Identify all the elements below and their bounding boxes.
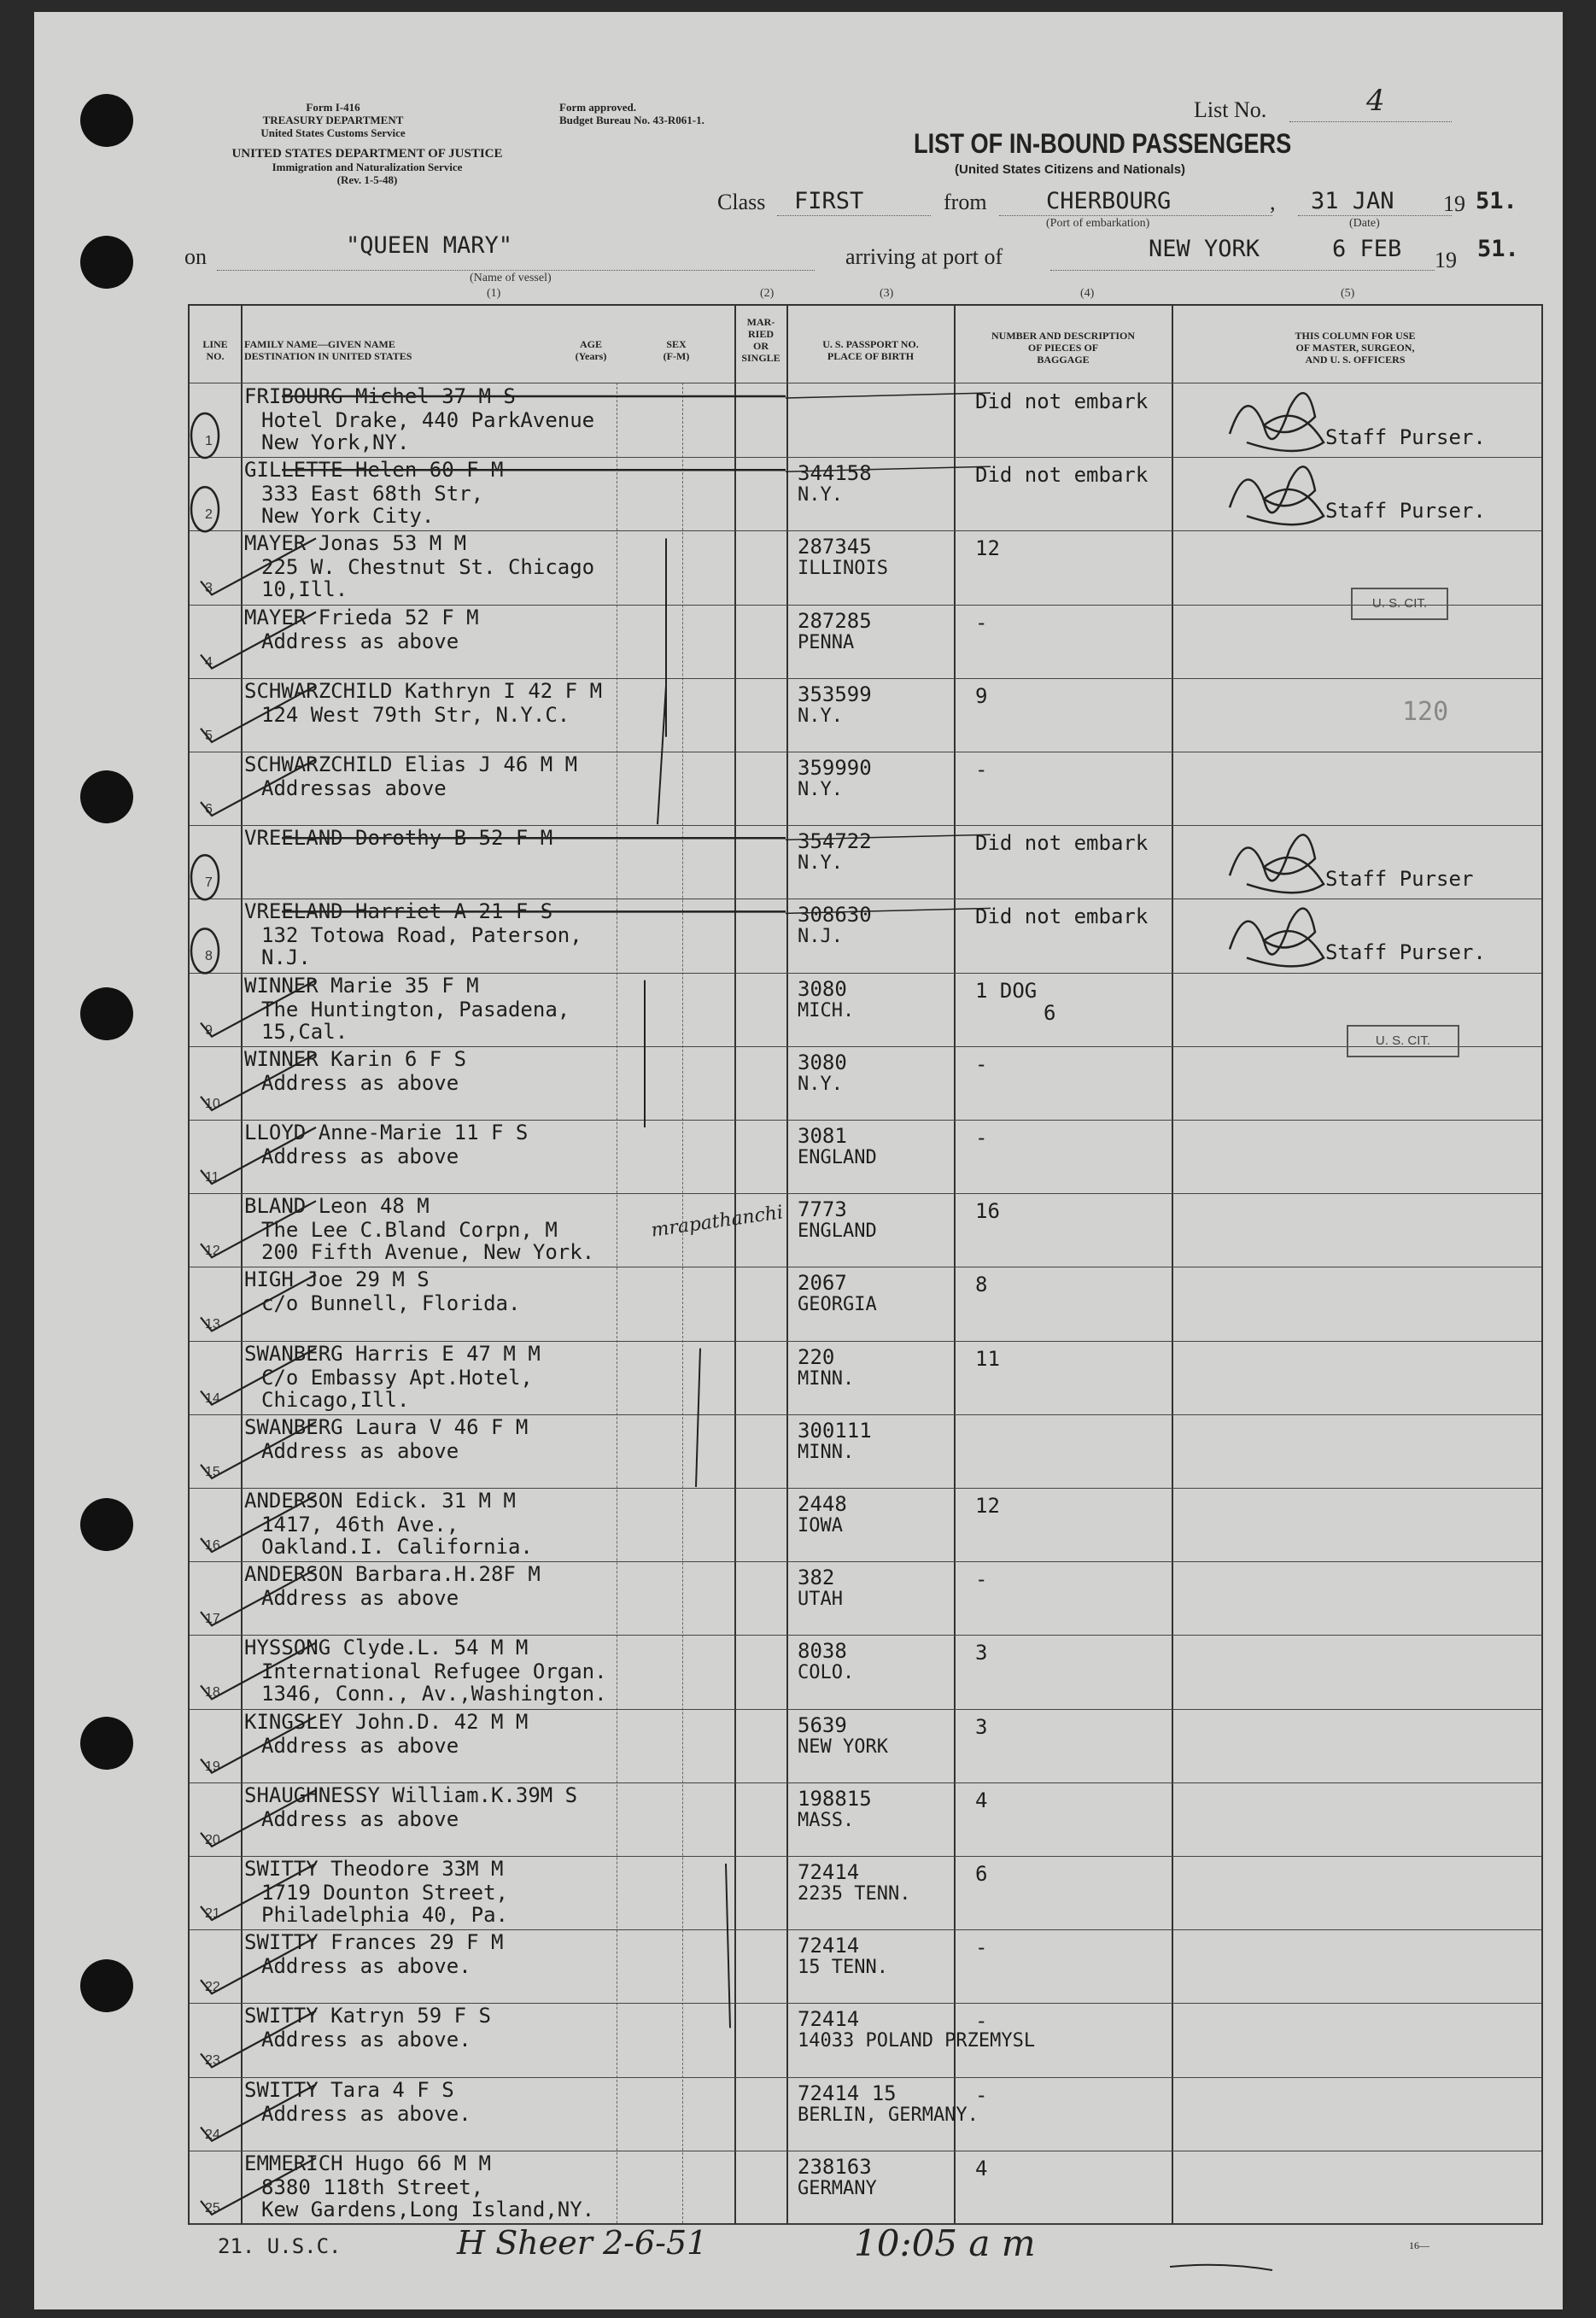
- embark-year-prefix: 19: [1443, 191, 1465, 216]
- header-baggage: NUMBER AND DESCRIPTION OF PIECES OF BAGGAGE: [991, 330, 1136, 366]
- embark-date: 31 JAN: [1311, 188, 1394, 214]
- place-of-birth: GEORGIA: [798, 1294, 877, 1316]
- line-number: 11: [205, 1170, 219, 1185]
- checkmark: [201, 1422, 316, 1478]
- checkmark: [201, 1642, 316, 1699]
- page-title: LIST OF IN-BOUND PASSENGERS: [914, 128, 1292, 159]
- baggage: -: [975, 1051, 988, 1076]
- passenger-address-cont: 1346, Conn., Av.,Washington.: [261, 1682, 607, 1706]
- checkmark: [201, 1864, 316, 1920]
- passenger-name-line: SWANBERG Laura V 46 F M: [244, 1414, 529, 1439]
- baggage: 11: [975, 1346, 1000, 1371]
- passenger-address: C/o Embassy Apt.Hotel,: [261, 1365, 533, 1390]
- passport-number: 300111: [798, 1418, 872, 1443]
- passenger-name-line: SWITTY Tara 4 F S: [244, 2077, 454, 2102]
- footer-code-left: 21. U.S.C.: [218, 2234, 342, 2258]
- passenger-address: Address as above.: [261, 1954, 471, 1979]
- arrival-year-prefix: 19: [1435, 248, 1457, 272]
- ink-bracket: [726, 1864, 730, 2028]
- passenger-name-line: EMMERICH Hugo 66 M M: [244, 2151, 491, 2175]
- footer-scribble: [1170, 2265, 1272, 2270]
- line-number: 18: [205, 1685, 220, 1700]
- line-number: 12: [205, 1244, 220, 1259]
- passenger-address-cont: Chicago,Ill.: [261, 1387, 410, 1412]
- us-citizen-stamp: U. S. CIT.: [1351, 588, 1448, 620]
- passenger-address: Address as above: [261, 629, 459, 653]
- line-number: 2: [205, 507, 213, 523]
- baggage: 4: [975, 2156, 988, 2180]
- header-married: MAR- RIED OR SINGLE: [741, 316, 780, 364]
- officer-note: Staff Purser.: [1325, 940, 1486, 965]
- baggage: Did not embark: [975, 904, 1149, 929]
- passenger-address-cont: Oakland.I. California.: [261, 1535, 533, 1559]
- place-of-birth: COLO.: [798, 1662, 855, 1684]
- ins-service: Immigration and Naturalization Service: [272, 161, 463, 173]
- arrival-port: NEW YORK: [1149, 236, 1260, 262]
- circled-line-number: [191, 487, 219, 531]
- footer-code-right: 16—: [1409, 2239, 1429, 2251]
- list-no-label: List No.: [1194, 97, 1267, 122]
- line-number: 17: [205, 1612, 220, 1627]
- baggage: 12: [975, 1494, 1000, 1518]
- officer-note: Staff Purser.: [1325, 499, 1486, 524]
- passport-number: 287345: [798, 535, 872, 559]
- date-caption: (Date): [1349, 217, 1380, 230]
- checkmark: [201, 1349, 316, 1405]
- baggage: -: [975, 2009, 988, 2034]
- passenger-name-line: HIGH Joe 29 M S: [244, 1267, 430, 1292]
- checkmark: [201, 2085, 316, 2141]
- place-of-birth: MASS.: [798, 1809, 855, 1831]
- place-of-birth: ENGLAND: [798, 1220, 877, 1243]
- port-of-embarkation: CHERBOURG: [1046, 188, 1172, 214]
- passport-number: 220: [798, 1344, 835, 1369]
- passenger-name-line: BLAND Leon 48 M: [244, 1194, 430, 1219]
- header-passport: U. S. PASSPORT NO. PLACE OF BIRTH: [822, 338, 919, 362]
- line-number: 5: [205, 728, 213, 743]
- baggage: 8: [975, 1273, 988, 1297]
- checkmark: [201, 1937, 316, 1993]
- place-of-birth: N.Y.: [798, 852, 843, 875]
- passenger-address: 333 East 68th Str,: [261, 482, 484, 506]
- line-number: 9: [205, 1022, 213, 1038]
- checkmark: [201, 1201, 316, 1257]
- header-sex: SEX (F-M): [663, 338, 690, 362]
- class-label: Class: [717, 190, 766, 214]
- place-of-birth: 2235 TENN.: [798, 1883, 911, 1905]
- page-subtitle: (United States Citizens and Nationals): [955, 162, 1186, 177]
- passenger-address: 8380 118th Street,: [261, 2175, 484, 2199]
- place-of-birth: 14033 POLAND PRZEMYSL: [798, 2030, 1036, 2052]
- passenger-name-line: KINGSLEY John.D. 42 M M: [244, 1709, 529, 1734]
- passenger-address: c/o Bunnell, Florida.: [261, 1291, 521, 1316]
- handwriting-overlay: [34, 12, 1563, 2309]
- passenger-address-cont: 10,Ill.: [261, 577, 348, 602]
- passport-number: 238163: [798, 2154, 872, 2179]
- budget-bureau: Budget Bureau No. 43-R061-1.: [559, 114, 704, 126]
- header-officers: THIS COLUMN FOR USE OF MASTER, SURGEON, AND U. S. OFFICERS: [1295, 330, 1416, 366]
- passenger-name-line: VREELAND Harriet A 21 F S: [244, 899, 553, 924]
- checkmark: [201, 538, 316, 594]
- line-number: 24: [205, 2127, 220, 2142]
- guide-line: [786, 466, 991, 471]
- passenger-name-line: VREELAND Dorothy B 52 F M: [244, 826, 553, 851]
- place-of-birth: MINN.: [798, 1367, 855, 1390]
- place-of-birth: UTAH: [798, 1589, 843, 1611]
- header-name: FAMILY NAME—GIVEN NAME DESTINATION IN UNITED STATES: [244, 338, 412, 362]
- passenger-name-line: SHAUGHNESSY William.K.39M S: [244, 1782, 578, 1807]
- place-of-birth: N.Y.: [798, 1073, 843, 1095]
- place-of-birth: GERMANY: [798, 2177, 877, 2199]
- passport-number: 7773: [798, 1197, 847, 1222]
- baggage: -: [975, 1126, 988, 1150]
- place-of-birth: N.Y.: [798, 705, 843, 727]
- passenger-name-line: ANDERSON Edick. 31 M M: [244, 1489, 516, 1513]
- passenger-address-cont: New York,NY.: [261, 430, 410, 454]
- baggage: 16: [975, 1199, 1000, 1224]
- line-number: 13: [205, 1317, 220, 1332]
- col-number-5: (5): [1341, 287, 1355, 300]
- vessel-caption: (Name of vessel): [470, 272, 552, 284]
- line-number: 25: [205, 2200, 220, 2216]
- line-number: 14: [205, 1390, 220, 1406]
- line-number: 1: [205, 434, 213, 448]
- purser-signature: [1230, 466, 1324, 524]
- checkmark: [201, 686, 316, 742]
- line-number: 22: [205, 1980, 220, 1995]
- baggage: Did not embark: [975, 389, 1149, 413]
- passenger-address: Address as above: [261, 1070, 459, 1095]
- passenger-address: Address as above: [261, 1144, 459, 1168]
- baggage: 6: [975, 1862, 988, 1886]
- ink-bracket: [696, 1349, 700, 1487]
- passport-number: 353599: [798, 682, 872, 706]
- baggage: -: [975, 2082, 988, 2107]
- baggage: -: [975, 610, 988, 635]
- passenger-list-sheet: Form I-416 TREASURY DEPARTMENT United States Customs Service Form approved. Budget Bureau No. 43-R061-1. UNITED STATES DEPARTMENT OF JUSTICE Immigration and Naturalization Service (Rev. 1-5-48) List No. 4 LIST OF IN-BOUND PASSENGERS (United States Citizens and Nationals) Class FIRST from CHERBOURG (Port of embarkation) , 31 JAN 19 51. (Date) on "QUEEN MARY" (Name of vessel) arriving at port of NEW YORK 6 FEB 19 51. (1) (2) (3) (4) (5) LINE NO. FAMILY NAME—GIVEN NAME DESTINATION IN UNITED STATES AGE (Years) SEX (F-M) MAR- RIED OR SINGLE U. S. PASSPORT NO. PLACE OF BIRTH NUMBER AND DESCRIPTION OF PIECES OF BAGGAGE THIS COLUMN FOR USE OF MASTER, SURGEON, AND U. S. OFFICERS 1 FRIBOURG Michel 37 M S Hotel Drake, 440 ParkAvenue New York,NY. Did not embark Staff Purser. 2 GILLETTE Helen 60 F M 333 East 68th Str, New York City. 344158 N.Y. Did not embark Staff Purser. 3 MAYER Jonas 53 M M 225 W. Chestnut St. Chicago 10,Ill. 287345 ILLINOIS 12 4 MAYER Frieda 52 F M Address as above 287285 PENNA - 5 SCHWARZCHILD Kathryn I 42 F M 124 West 79th Str, N.Y.C. 353599 N.Y. 9 6 SCHWARZCHILD Elias J 46 M M Addressas above 359990 N.Y. - 7 VREELAND Dorothy B 52 F M 354722 N.Y. Did not embark Staff Purser 8 VREELAND Harriet A 21 F S 132 Totowa Road, Paterson, N.J. 308630 N.J. Did not embark Staff Purser. 9 WINNER Marie 35 F M The Huntington, Pasadena, 15,Cal. 3080 MICH. 1 DOG 6 10 WINNER Karin 6 F S Address as above 3080 N.Y. - 11 LLOYD Anne-Marie 11 F S Address as above 3081 ENGLAND - 12 BLAND Leon 48 M The Lee C.Bland Corpn, M 200 Fifth Avenue, New York. 7773 ENGLAND 16 13 HIGH Joe 29 M S c/o Bunnell, Florida. 2067 GEORGIA 8 14 SWANBERG Harris E 47 M M C/o Embassy Apt.Hotel, Chicago,Ill. 220 MINN. 11 15 SWANBERG Laura V 46 F M Address as above 300111 MINN. 16 ANDERSON Edick. 31 M M 1417, 46th Ave., Oakland.I. California. 2448 IOWA 12 17 ANDERSON Barbara.H.28F M Address as above 382 UTAH - 18 HYSSONG Clyde.L. 54 M M International Refugee Organ. 1346, Conn., Av.,Washington. 8038 COLO. 3 19 KINGSLEY John.D. 42 M M Address as above 5639 NEW YORK 3 20 SHAUGHNESSY William.K.39M S Address as above 198815 MASS. 4 21 SWITTY Theodore 33M M 1719 Dounton Street, Philadelphia 40, Pa. 72414 2235 TENN. 6 22 SWITTY Frances 29 F M Address as above. 72414 15 TENN. - 23 SWITTY Katryn 59 F S Address as above. 72414 14033 POLAND PRZEMYSL - 24 SWITTY Tara 4 F S Address as above. 72414 15 BERLIN, GERMANY. - 25 EMMERICH Hugo 66 M M 8380 118th Street, Kew Gardens,Long Island,NY. 238163 GERMANY 4 U. S. CIT. U. S. CIT. 120 mrapathanchi 21. U.S.C. H Sheer 2-6-51 10:05 a m 16—: [34, 12, 1563, 2309]
- place-of-birth: ILLINOIS: [798, 558, 888, 580]
- form-revision: (Rev. 1-5-48): [336, 173, 398, 186]
- checkmark: [201, 1717, 316, 1773]
- passenger-address: 124 West 79th Str, N.Y.C.: [261, 702, 570, 727]
- treasury-department: TREASURY DEPARTMENT: [262, 114, 404, 126]
- checkmark: [201, 980, 316, 1037]
- baggage: -: [975, 1935, 988, 1960]
- checkmark: [201, 2011, 316, 2067]
- passenger-name-line: SCHWARZCHILD Kathryn I 42 F M: [244, 678, 603, 703]
- passenger-address: The Huntington, Pasadena,: [261, 997, 570, 1021]
- passenger-name-line: HYSSONG Clyde.L. 54 M M: [244, 1636, 529, 1660]
- form-number: Form I-416: [306, 101, 360, 114]
- passport-number: 2067: [798, 1271, 847, 1296]
- passenger-name-line: SWITTY Katryn 59 F S: [244, 2004, 491, 2028]
- baggage: Did not embark: [975, 463, 1149, 488]
- passenger-name-line: ANDERSON Barbara.H.28F M: [244, 1562, 541, 1587]
- arrival-date: 6 FEB: [1332, 236, 1402, 262]
- line-number: 6: [205, 802, 213, 817]
- passenger-address-cont: 15,Cal.: [261, 1019, 348, 1044]
- baggage: Did not embark: [975, 831, 1149, 856]
- passport-number: 72414: [798, 1860, 860, 1884]
- passenger-address: 225 W. Chestnut St. Chicago: [261, 555, 595, 580]
- arrival-year: 51.: [1477, 236, 1519, 262]
- circled-line-number: [191, 928, 219, 973]
- baggage: -: [975, 1567, 988, 1592]
- line-number: 19: [205, 1759, 220, 1774]
- col-number-3: (3): [880, 287, 894, 300]
- line-number: 16: [205, 1538, 220, 1553]
- passenger-address: 1719 Dounton Street,: [261, 1881, 508, 1905]
- place-of-birth: PENNA: [798, 631, 855, 653]
- passenger-address: The Lee C.Bland Corpn, M: [261, 1218, 558, 1243]
- officer-note: Staff Purser.: [1325, 425, 1486, 449]
- purser-signature: [1230, 909, 1324, 967]
- baggage: 1 DOG: [975, 978, 1038, 1003]
- guide-line: [786, 908, 991, 913]
- passenger-address: Address as above: [261, 1586, 459, 1611]
- checkmark: [201, 759, 316, 816]
- port-caption: (Port of embarkation): [1046, 217, 1150, 230]
- baggage-count: 6: [1044, 1000, 1056, 1025]
- place-of-birth: N.J.: [798, 926, 843, 948]
- place-of-birth: 15 TENN.: [798, 1957, 888, 1979]
- vessel-name: "QUEEN MARY": [346, 232, 513, 259]
- passenger-name-line: FRIBOURG Michel 37 M S: [244, 384, 516, 408]
- passenger-address-cont: Philadelphia 40, Pa.: [261, 1903, 508, 1927]
- passenger-name-line: GILLETTE Helen 60 F M: [244, 458, 504, 483]
- header-age: AGE (Years): [575, 338, 607, 362]
- place-of-birth: BERLIN, GERMANY.: [798, 2104, 979, 2126]
- passport-number: 3081: [798, 1124, 847, 1148]
- passport-number: 3080: [798, 976, 847, 1001]
- col-number-1: (1): [487, 287, 501, 300]
- passenger-address: 132 Totowa Road, Paterson,: [261, 923, 582, 948]
- purser-signature: [1230, 834, 1324, 893]
- place-of-birth: MINN.: [798, 1441, 855, 1463]
- passenger-address: Address as above: [261, 1733, 459, 1758]
- baggage: 3: [975, 1641, 988, 1665]
- baggage: -: [975, 758, 988, 781]
- circled-line-number: [191, 413, 219, 458]
- class-value: FIRST: [794, 188, 864, 214]
- baggage: 12: [975, 536, 1000, 561]
- checkmark: [201, 2158, 316, 2215]
- passport-number: 198815: [798, 1786, 872, 1811]
- passenger-address-cont: New York City.: [261, 504, 435, 529]
- passenger-address: Addressas above: [261, 776, 447, 800]
- passport-number: 72414: [798, 1934, 860, 1958]
- col-number-4: (4): [1080, 287, 1095, 300]
- place-of-birth: N.Y.: [798, 779, 843, 800]
- handwritten-note: mrapathanchi: [650, 1202, 785, 1242]
- passenger-name-line: WINNER Karin 6 F S: [244, 1046, 467, 1071]
- passenger-address-cont: N.J.: [261, 945, 311, 970]
- form-approved: Form approved.: [559, 101, 637, 114]
- line-number: 8: [205, 949, 213, 964]
- place-of-birth: IOWA: [798, 1515, 843, 1537]
- ink-bracket: [658, 686, 666, 824]
- passenger-address: Address as above.: [261, 2028, 471, 2052]
- line-number: 3: [205, 581, 213, 596]
- passport-number: 382: [798, 1566, 835, 1590]
- line-number: 23: [205, 2053, 220, 2069]
- passport-number: 359990: [798, 756, 872, 780]
- checkmark: [201, 1054, 316, 1110]
- us-citizen-stamp: U. S. CIT.: [1347, 1025, 1459, 1057]
- line-number: 10: [205, 1096, 220, 1111]
- purser-signature: [1230, 393, 1324, 451]
- customs-service: United States Customs Service: [260, 126, 406, 139]
- passenger-name-line: SWITTY Frances 29 F M: [244, 1930, 504, 1955]
- passport-number: 3080: [798, 1050, 847, 1074]
- place-of-birth: NEW YORK: [798, 1736, 888, 1758]
- passport-number: 5639: [798, 1712, 847, 1737]
- list-no-value: 4: [1366, 84, 1385, 118]
- margin-number: 120: [1402, 697, 1449, 727]
- passport-number: 2448: [798, 1492, 847, 1516]
- place-of-birth: ENGLAND: [798, 1147, 877, 1168]
- passport-number: 8038: [798, 1639, 847, 1664]
- passenger-address: Address as above: [261, 1438, 459, 1463]
- baggage: 3: [975, 1714, 988, 1739]
- line-number: 4: [205, 654, 213, 670]
- checkmark: [201, 1274, 316, 1331]
- passenger-name-line: MAYER Jonas 53 M M: [244, 531, 467, 556]
- line-number: 20: [205, 1832, 220, 1847]
- header-line-no: LINE NO.: [202, 338, 228, 362]
- passport-number: 354722: [798, 829, 872, 854]
- line-number: 21: [205, 1906, 220, 1921]
- checkmark: [201, 1127, 316, 1184]
- passenger-address-cont: Kew Gardens,Long Island,NY.: [261, 2197, 595, 2221]
- checkmark: [201, 1569, 316, 1625]
- passport-number: 72414: [798, 2007, 860, 2032]
- passenger-address: International Refugee Organ.: [261, 1659, 607, 1684]
- justice-department: UNITED STATES DEPARTMENT OF JUSTICE: [231, 147, 503, 161]
- arriving-label: arriving at port of: [845, 244, 1003, 269]
- guide-line: [786, 834, 991, 840]
- baggage: 4: [975, 1788, 988, 1812]
- col-number-2: (2): [760, 287, 775, 300]
- passenger-name-line: SCHWARZCHILD Elias J 46 M M: [244, 752, 578, 776]
- footer-time: 10:05 a m: [854, 2222, 1036, 2264]
- passenger-address: Address as above: [261, 1806, 459, 1831]
- passenger-address-cont: 200 Fifth Avenue, New York.: [261, 1240, 595, 1265]
- guide-line: [786, 393, 991, 398]
- place-of-birth: N.Y.: [798, 484, 843, 506]
- checkmark: [201, 1496, 316, 1552]
- passenger-name-line: WINNER Marie 35 F M: [244, 973, 479, 998]
- passenger-name-line: SWITTY Theodore 33M M: [244, 1857, 504, 1881]
- passenger-address: Address as above.: [261, 2101, 471, 2126]
- circled-line-number: [191, 855, 219, 899]
- line-number: 7: [205, 875, 213, 891]
- passport-number: 308630: [798, 903, 872, 928]
- baggage: 9: [975, 683, 988, 708]
- passenger-name-line: LLOYD Anne-Marie 11 F S: [244, 1121, 529, 1144]
- passport-number: 287285: [798, 608, 872, 633]
- passenger-name-line: MAYER Frieda 52 F M: [244, 605, 479, 629]
- passport-number: 344158: [798, 461, 872, 486]
- passenger-name-line: SWANBERG Harris E 47 M M: [244, 1341, 541, 1366]
- line-number: 15: [205, 1464, 220, 1479]
- embark-year: 51.: [1476, 188, 1517, 214]
- officer-note: Staff Purser: [1325, 867, 1474, 892]
- checkmark: [201, 612, 316, 669]
- on-label: on: [184, 244, 207, 269]
- passenger-address: Hotel Drake, 440 ParkAvenue: [261, 408, 595, 432]
- passport-number: 72414 15: [798, 2081, 897, 2105]
- checkmark: [201, 1790, 316, 1847]
- place-of-birth: MICH.: [798, 999, 855, 1021]
- footer-signature: H Sheer 2-6-51: [457, 2224, 708, 2262]
- passenger-address: 1417, 46th Ave.,: [261, 1513, 459, 1537]
- from-label: from: [944, 190, 987, 214]
